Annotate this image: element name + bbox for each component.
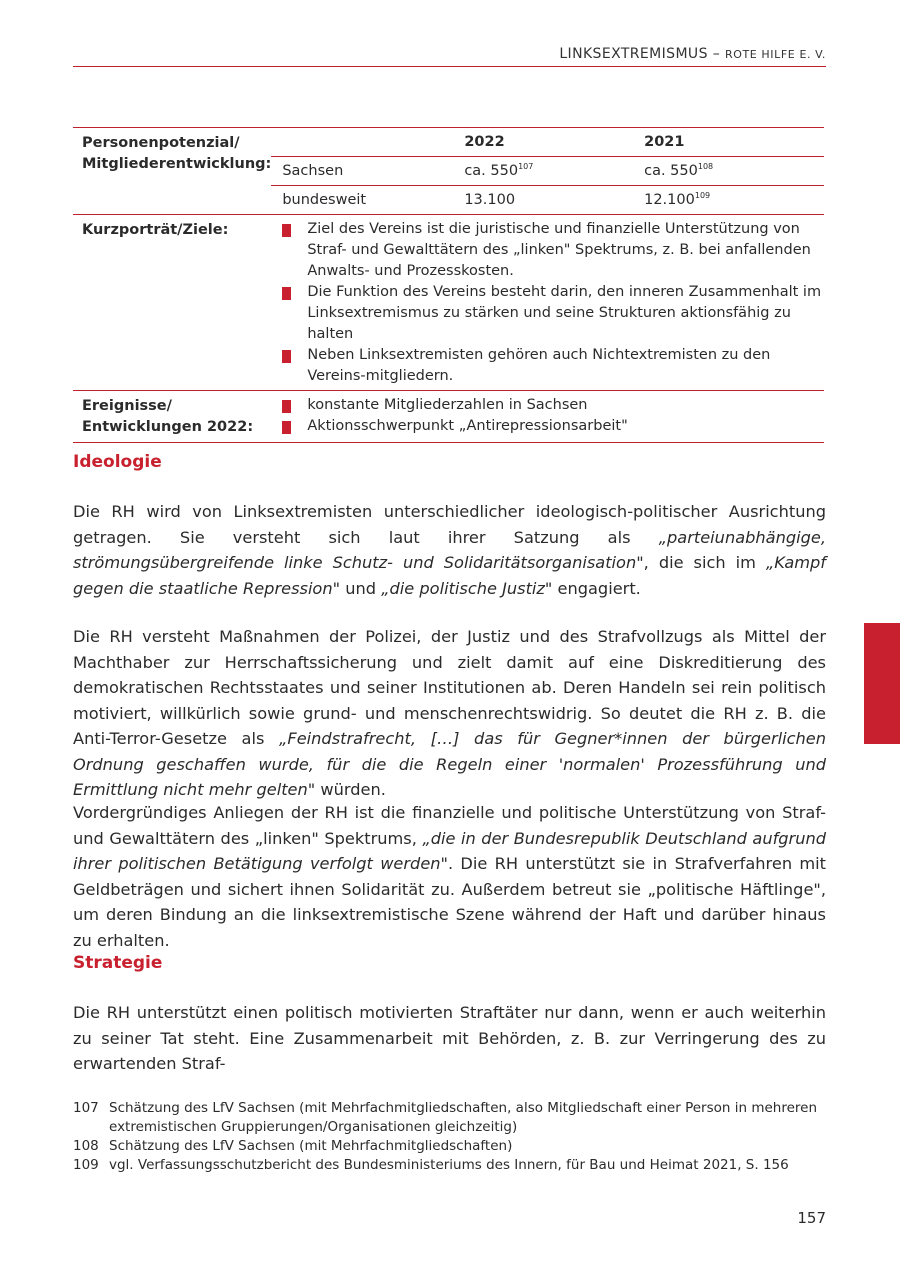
heading-strategie: Strategie [73, 953, 163, 973]
col-header-2022: 2022 [464, 128, 644, 157]
col-header-2021: 2021 [644, 128, 824, 157]
running-header-text [559, 46, 826, 62]
chapter-tab-marker [864, 623, 900, 744]
footnote [73, 1099, 826, 1137]
kurzportraet-list [271, 215, 824, 390]
region-cell: bundesweit [271, 186, 464, 215]
header-section: LINKSEXTREMISMUS – [559, 46, 725, 62]
heading-ideologie: Ideologie [73, 452, 162, 472]
label-kurzportraet: Kurzporträt/Ziele: [73, 215, 271, 391]
bullet-square-icon [282, 287, 291, 300]
list-item: Ziel des Vereins ist die juristische und finanzielle Unterstützung von Straf- und Gewalttätern des „linken" Spektrums, z. B. bei anfallenden Anwalts- und Prozesskosten. [282, 219, 824, 282]
footnote-ref[interactable]: 107 [518, 162, 534, 172]
value-cell: ca. $550^{107}$ [464, 157, 644, 186]
bullet-square-icon [282, 350, 291, 363]
footnote-text: Schätzung des LfV Sachsen (mit Mehrfachmitgliedschaften) [109, 1138, 513, 1154]
footnote-text: vgl. Verfassungsschutzbericht des Bundesministeriums des Innern, für Bau und Heimat 2021, S. 156 [109, 1157, 789, 1173]
footnote-number: 107 [73, 1100, 99, 1116]
list-item: konstante Mitgliederzahlen in Sachsen [282, 395, 824, 416]
list-item: Die Funktion des Vereins besteht darin, den inneren Zusammenhalt im Linksextremismus zu stärken und seine Strukturen aktionsfähig zu halten [282, 282, 824, 345]
kurzportraet-cell [271, 215, 824, 391]
footnote-text: Schätzung des LfV Sachsen (mit Mehrfachmitgliedschaften, also Mitgliedschaft einer Person in mehreren extremistischen Gruppierungen/Organisationen gleichzeitig) [109, 1100, 818, 1135]
footnote-number: 109 [73, 1157, 99, 1173]
footnote-ref[interactable]: 109 [694, 191, 711, 201]
footnote [73, 1137, 826, 1156]
region-cell: Sachsen [271, 157, 464, 186]
ereignisse-list [271, 391, 824, 440]
info-table [73, 127, 824, 443]
header-subsection: ROTE HILFE E. V. [724, 48, 826, 61]
ereignisse-cell [271, 391, 824, 443]
label-personenpotenzial: Personenpotenzial/ Mitgliederentwicklung: [73, 128, 271, 215]
running-header [73, 46, 826, 67]
label-ereignisse: Ereignisse/ Entwicklungen 2022: [73, 391, 271, 443]
bullet-square-icon [282, 400, 291, 413]
bullet-square-icon [282, 224, 291, 237]
value-cell: 12.100$^{109}$ [644, 186, 824, 215]
footnote-number: 108 [73, 1138, 99, 1154]
paragraph-ideologie-2: Die RH versteht Maßnahmen der Polizei, der Justiz und des Strafvollzugs als Mittel der Machthaber zur Herrschaftssicherung und zielt damit auf eine Diskreditierung des demokratischen Rechtsstaates und seiner Institutionen ab. Deren Handeln sei rein politisch motiviert, willkürlich sowie grund- und menschenrechtswidrig. So deutet die RH z. B. die Anti-Terror-Gesetze als „Feindstrafrecht, […] das für Gegner*innen der bürgerlichen Ordnung geschaffen wurde, für die die Regeln einer 'normalen' Prozessführung und Ermittlung nicht mehr gelten" würden. [73, 627, 827, 799]
page-number: 157 [797, 1209, 826, 1227]
bullet-square-icon [282, 421, 291, 434]
value-cell: 13.100 [464, 186, 644, 215]
value-cell: ca. $550^{108}$ [644, 157, 824, 186]
list-item: Neben Linksextremisten gehören auch Nichtextremisten zu den Vereins-mitgliedern. [282, 345, 824, 387]
list-item: Aktionsschwerpunkt „Antirepressionsarbeit" [282, 416, 824, 437]
footnote [73, 1156, 826, 1175]
paragraph-ideologie-3: Vordergründiges Anliegen der RH ist die finanzielle und politische Unterstützung von Straf- und Gewalttätern des „linken" Spektrums, „die in der Bundesrepublik Deutschland aufgrund ihrer politischen Betätigung verfolgt werden". Die RH unterstützt sie in Strafverfahren mit Geldbeträgen und sichert ihnen Solidarität zu. Außerdem betreut sie „politische Häftlinge", um deren Bindung an die linksextremistische Szene während der Haft und darüber hinaus zu erhalten. [73, 803, 826, 950]
paragraph-strategie-1: Die RH unterstützt einen politisch motivierten Straftäter nur dann, wenn er auch weiterhin zu seiner Tat steht. Eine Zusammenarbeit mit Behörden, z. B. zur Verringerung des zu erwartenden Straf- [73, 1003, 826, 1073]
paragraph-ideologie-1: Die RH wird von Linksextremisten unterschiedlicher ideologisch-politischer Ausrichtung getragen. Sie versteht sich laut ihrer Satzung als „parteiunabhängige, strömungsübergreifende linke Schutz- und Solidaritätsorganisation", die sich im „Kampf gegen die staatliche Repression" und „die politische Justiz" engagiert. [73, 502, 826, 598]
footnote-ref[interactable]: 108 [697, 162, 714, 172]
